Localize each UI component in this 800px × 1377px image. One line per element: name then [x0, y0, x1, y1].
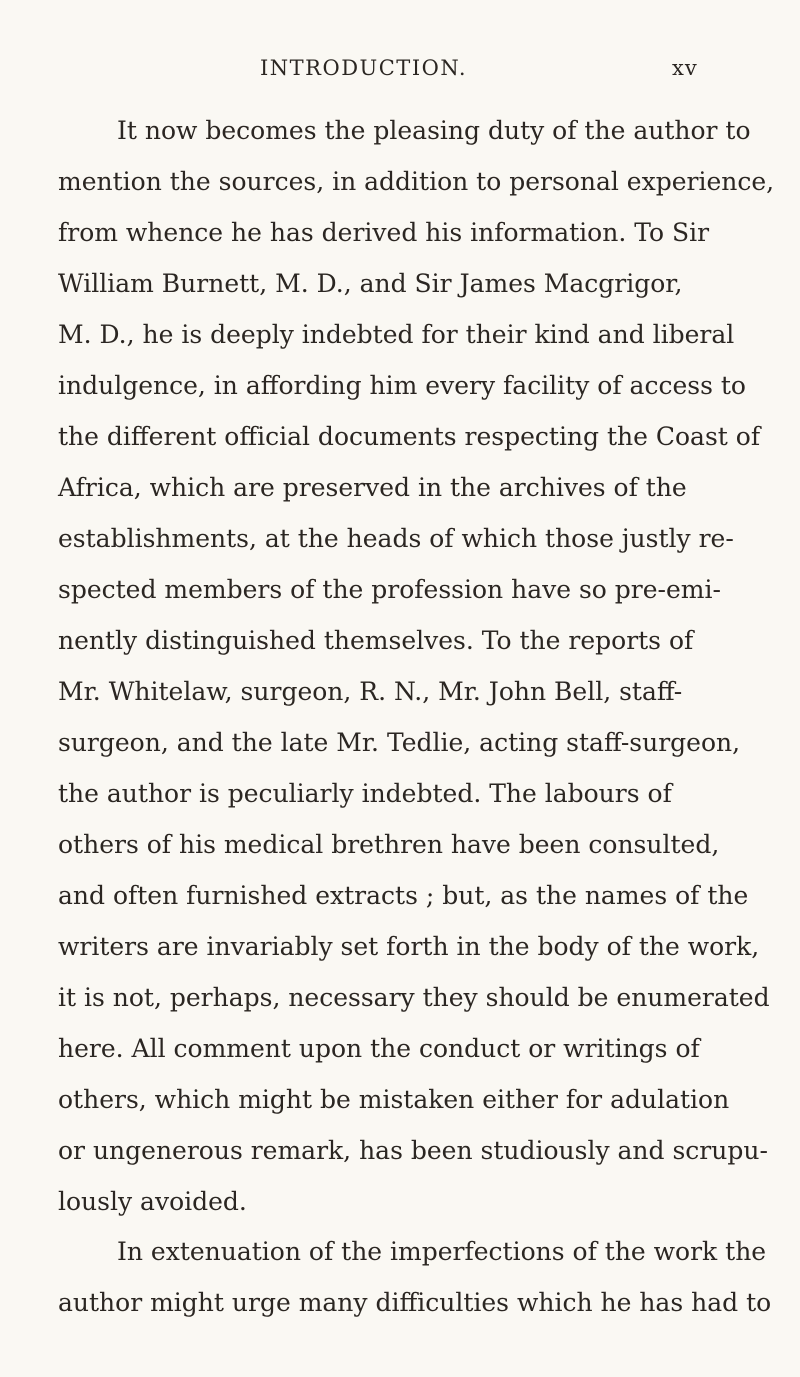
text-line: M. D., he is deeply indebted for their kind and liberal: [58, 320, 735, 349]
text-line: surgeon, and the late Mr. Tedlie, acting staff-surgeon,: [58, 728, 741, 757]
text-line: writers are invariably set forth in the body of the work,: [58, 932, 760, 961]
text-line: here. All comment upon the conduct or writings of: [58, 1034, 700, 1063]
text-line: lously avoided.: [58, 1187, 247, 1216]
text-line: others, which might be mistaken either for adulation: [58, 1085, 730, 1114]
running-head: [0, 56, 800, 86]
text-line: It now becomes the pleasing duty of the author to: [117, 116, 751, 145]
text-line: the different official documents respecting the Coast of: [58, 422, 761, 451]
text-line: it is not, perhaps, necessary they should be enumerated: [58, 983, 770, 1012]
text-line: establishments, at the heads of which those justly re-: [58, 524, 734, 553]
text-line: the author is peculiarly indebted. The labours of: [58, 779, 672, 808]
text-line: In extenuation of the imperfections of the work the: [117, 1237, 767, 1266]
text-line: nently distinguished themselves. To the reports of: [58, 626, 694, 655]
page-number: xv: [672, 56, 698, 80]
text-line: or ungenerous remark, has been studiously and scrupu-: [58, 1136, 768, 1165]
text-line: from whence he has derived his information. To Sir: [58, 218, 710, 247]
text-line: and often furnished extracts ; but, as the names of the: [58, 881, 749, 910]
text-line: William Burnett, M. D., and Sir James Macgrigor,: [58, 269, 683, 298]
text-line: Africa, which are preserved in the archives of the: [58, 473, 687, 502]
text-line: mention the sources, in addition to personal experience,: [58, 167, 775, 196]
text-line: Mr. Whitelaw, surgeon, R. N., Mr. John Bell, staff-: [58, 677, 683, 706]
text-line: others of his medical brethren have been consulted,: [58, 830, 720, 859]
running-title: INTRODUCTION.: [260, 56, 468, 80]
text-line: spected members of the profession have so pre-emi-: [58, 575, 721, 604]
text-line: author might urge many difficulties which he has had to: [58, 1288, 772, 1317]
text-line: indulgence, in affording him every facility of access to: [58, 371, 746, 400]
